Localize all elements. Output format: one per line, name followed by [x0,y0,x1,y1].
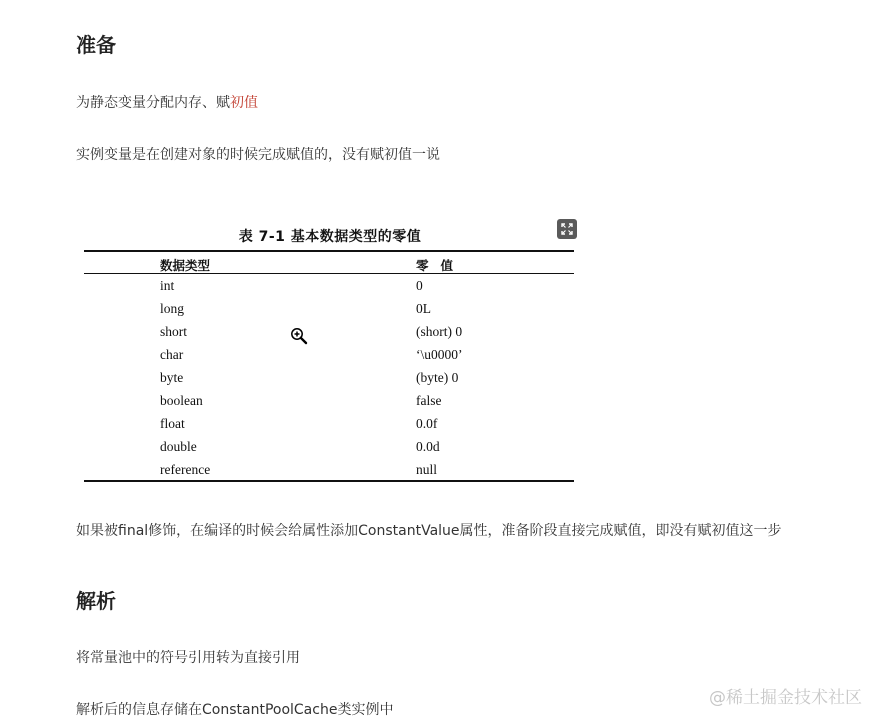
table-cell-zero: 0 [416,278,423,293]
table-header-type: 数据类型 [160,258,211,273]
paragraph-resolve-1: 将常量池中的符号引用转为直接引用 [76,650,300,666]
expand-image-button[interactable] [557,219,577,239]
table-cell-type: byte [160,370,184,385]
table-row [84,439,574,462]
table-cell-zero: 0L [416,301,431,316]
table-row [84,370,574,393]
table-header-zero: 零值 [416,258,466,273]
table-cell-zero: (byte) 0 [416,370,459,385]
heading-resolve: 解析 [76,589,116,613]
table-cell-zero: null [416,462,438,477]
table-top-rule [84,250,574,252]
table-row [84,278,574,301]
table-cell-type: double [160,439,197,454]
zero-values-table-image[interactable] [84,216,576,486]
heading-prepare: 准备 [76,33,116,57]
watermark: @稀土掘金技术社区 [709,688,862,708]
table-row [84,301,574,324]
paragraph-prepare-2: 实例变量是在创建对象的时候完成赋值的，没有赋初值一说 [76,147,440,163]
table-row [84,324,574,347]
table-cell-type: short [160,324,187,339]
table-caption: 表 7-1 基本数据类型的零值 [238,229,422,245]
initial-value-link[interactable]: 初值 [230,95,258,111]
paragraph-prepare-1-text: 为静态变量分配内存、赋 [76,95,230,111]
expand-icon [561,223,573,235]
paragraph-prepare-1 [76,92,258,114]
paragraph-prepare-3: 如果被final修饰，在编译的时候会给属性添加ConstantValue属性，准备阶段直接完成赋值，即没有赋初值这一步 [76,523,782,539]
table-cell-type: boolean [160,393,203,408]
table-row [84,393,574,416]
table-cell-type: int [160,278,175,293]
table-cell-type: char [160,347,184,362]
table-cell-zero: 0.0d [416,439,440,454]
table-cell-type: reference [160,462,211,477]
table-cell-zero: (short) 0 [416,324,463,339]
table-cell-zero: ‘\u0000’ [416,347,463,362]
table-cell-zero: false [416,393,442,408]
paragraph-resolve-2: 解析后的信息存储在ConstantPoolCache类实例中 [76,702,394,718]
table-cell-zero: 0.0f [416,416,438,431]
table-row [84,416,574,439]
table-row [84,347,574,370]
table-cell-type: long [160,301,185,316]
table-header-rule [84,273,574,274]
zoom-in-cursor-icon [290,327,308,345]
table-bottom-rule [84,480,574,482]
table-cell-type: float [160,416,185,431]
